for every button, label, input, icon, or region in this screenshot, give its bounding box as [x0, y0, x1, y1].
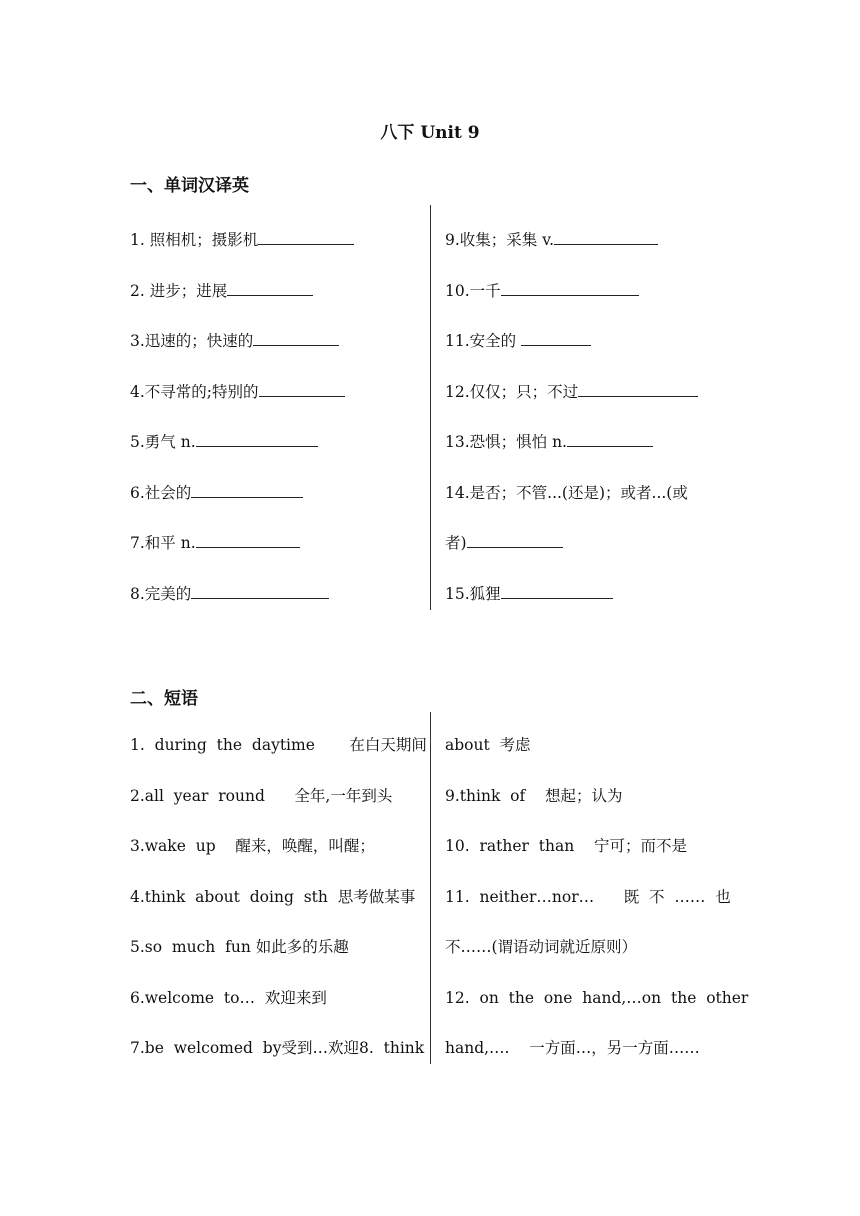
answer-blank[interactable] — [259, 382, 345, 397]
section-heading-vocabulary: 一、单词汉译英 — [130, 176, 249, 196]
vocab-prompt: 7.和平 n. — [130, 534, 196, 552]
vocab-item — [445, 382, 698, 402]
vocab-prompt: 4.不寻常的;特别的 — [130, 382, 259, 401]
phrase-item: 12. on the one hand,…on the other — [445, 988, 749, 1007]
answer-blank[interactable] — [467, 533, 563, 548]
phrase-item: 11. neither…nor… 既 不 …… 也 — [445, 887, 731, 906]
vocab-item — [445, 584, 613, 604]
answer-blank[interactable] — [191, 584, 329, 599]
answer-blank[interactable] — [196, 533, 300, 548]
phrase-item: 3.wake up 醒来，唤醒，叫醒； — [130, 837, 375, 855]
phrase-item: 10. rather than 宁可；而不是 — [445, 837, 687, 855]
vocab-prompt: 8.完美的 — [130, 584, 192, 603]
phrase-item: hand,…. 一方面…，另一方面…… — [445, 1039, 700, 1057]
column-divider — [430, 712, 431, 1064]
phrase-item: 1. during the daytime 在白天期间 — [130, 736, 427, 754]
phrase-item: 不……(谓语动词就近原则） — [445, 938, 638, 956]
vocab-item — [130, 230, 354, 250]
vocab-item — [130, 432, 318, 452]
vocab-item — [130, 281, 313, 301]
answer-blank[interactable] — [567, 432, 653, 447]
answer-blank[interactable] — [253, 331, 339, 346]
phrase-item: about 考虑 — [445, 736, 531, 754]
vocab-prompt: 11.安全的 — [445, 332, 522, 350]
phrase-item: 7.be welcomed by受到…欢迎8. think — [130, 1039, 425, 1057]
vocab-item — [130, 331, 339, 351]
answer-blank[interactable] — [501, 584, 613, 599]
vocab-prompt: 9.收集；采集 v. — [445, 231, 555, 249]
answer-blank[interactable] — [191, 483, 303, 498]
vocab-item — [130, 483, 303, 503]
vocab-item — [445, 533, 563, 553]
vocab-item — [445, 230, 658, 250]
answer-blank[interactable] — [521, 331, 591, 346]
vocab-prompt: 5.勇气 n. — [130, 433, 196, 451]
vocab-prompt: 1. 照相机；摄影机 — [130, 231, 259, 249]
answer-blank[interactable] — [227, 281, 313, 296]
phrase-item: 2.all year round 全年,一年到头 — [130, 786, 393, 805]
vocab-prompt: 13.恐惧；惧怕 n. — [445, 433, 567, 451]
vocab-prompt: 6.社会的 — [130, 483, 192, 502]
vocab-prompt: 15.狐狸 — [445, 584, 501, 603]
vocab-item — [130, 584, 329, 604]
vocab-item — [445, 331, 591, 351]
answer-blank[interactable] — [554, 230, 658, 245]
vocab-item — [130, 533, 300, 553]
vocab-prompt: 3.迅速的；快速的 — [130, 332, 254, 350]
vocab-prompt: 2. 进步；进展 — [130, 281, 228, 300]
phrase-item: 6.welcome to… 欢迎来到 — [130, 988, 327, 1007]
vocab-item — [445, 432, 653, 452]
answer-blank[interactable] — [501, 281, 639, 296]
column-divider — [430, 205, 431, 610]
phrase-item: 9.think of 想起；认为 — [445, 786, 623, 805]
vocab-prompt: 14.是否；不管...(还是)；或者...(或 — [445, 483, 688, 502]
page-title: 八下 Unit 9 — [380, 123, 480, 143]
vocab-prompt: 者) — [445, 534, 467, 552]
vocab-prompt: 12.仅仅；只；不过 — [445, 382, 579, 401]
section-heading-phrases: 二、短语 — [130, 689, 198, 709]
vocab-prompt: 10.一千 — [445, 281, 501, 300]
answer-blank[interactable] — [258, 230, 354, 245]
vocab-item — [445, 483, 688, 503]
phrase-item: 4.think about doing sth 思考做某事 — [130, 887, 416, 906]
answer-blank[interactable] — [578, 382, 698, 397]
phrase-item: 5.so much fun 如此多的乐趣 — [130, 938, 349, 956]
vocab-item — [130, 382, 345, 402]
vocab-item — [445, 281, 639, 301]
answer-blank[interactable] — [196, 432, 318, 447]
